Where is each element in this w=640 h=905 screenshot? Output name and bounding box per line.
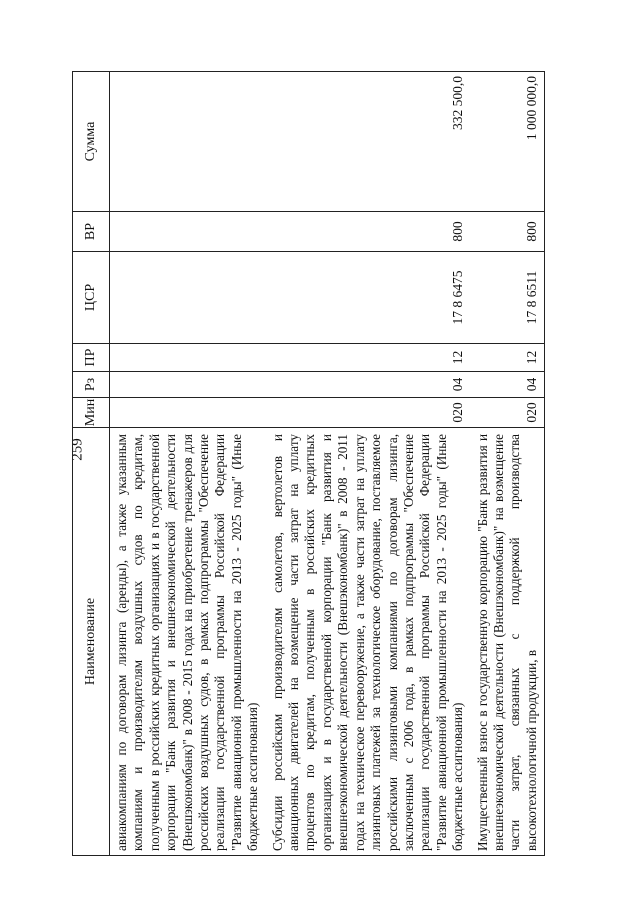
row-vr-cell bbox=[110, 212, 266, 252]
table-row bbox=[110, 72, 266, 856]
row-csr-cell: 17 8 6511 bbox=[471, 252, 545, 344]
row-rz-cell: 04 bbox=[471, 372, 545, 398]
row-vr-cell: 800 bbox=[266, 212, 471, 252]
header-sum: Сумма bbox=[73, 72, 110, 212]
row-sum-cell bbox=[110, 72, 266, 212]
row-csr-cell: 17 8 6475 bbox=[266, 252, 471, 344]
table-row bbox=[471, 72, 545, 856]
rotated-page-content bbox=[69, 72, 604, 856]
table-header-row bbox=[73, 72, 110, 856]
row-pr-cell bbox=[110, 344, 266, 372]
header-min: Мин bbox=[73, 398, 110, 428]
row-name-cell: авиакомпаниям по договорам лизинга (аренды), а также указанным компаниям и производителям воздушных судов по кредитам, полученным в российских кредитных организациях и в государственной корпорации "Банк развития и внешнеэкономической деятельности (Внешэкономбанк)" в 2008 - 2015 годах на приобретение тренажеров для российских воздушных судов, в рамках подпрограммы "Обеспечение реализации государственной программы Российской Федерации "Развитие авиационной промышленности на 2013 - 2025 годы" (Иные бюджетные ассигнования) bbox=[110, 428, 266, 856]
budget-table bbox=[69, 71, 545, 856]
row-min-cell: 020 bbox=[266, 398, 471, 428]
header-csr: ЦСР bbox=[73, 252, 110, 344]
header-pr: ПР bbox=[73, 344, 110, 372]
row-name-cell: Субсидии российским производителям самолетов, вертолетов и авиационных двигателей на возмещение части затрат на уплату процентов по кредитам, полученным в российских кредитных организациях и в государственной корпорации "Банк развития и внешнеэкономической деятельности (Внешэкономбанк)" в 2008 - 2011 годах на техническое перевооружение, а также части затрат на уплату лизинговых платежей за технологическое оборудование, поставляемое российскими лизинговыми компаниями по договорам лизинга, заключенным с 2006 года, в рамках подпрограммы "Обеспечение реализации государственной программы Российской Федерации "Развитие авиационной промышленности на 2013 - 2025 годы" (Иные бюджетные ассигнования) bbox=[266, 428, 471, 856]
row-rz-cell bbox=[110, 372, 266, 398]
row-sum-cell: 1 000 000,0 bbox=[471, 72, 545, 212]
page-number: 259 bbox=[69, 438, 86, 461]
row-min-cell bbox=[110, 398, 266, 428]
header-vr: ВР bbox=[73, 212, 110, 252]
row-pr-cell: 12 bbox=[471, 344, 545, 372]
row-rz-cell: 04 bbox=[266, 372, 471, 398]
row-csr-cell bbox=[110, 252, 266, 344]
header-rz: Рз bbox=[73, 372, 110, 398]
row-sum-cell: 332 500,0 bbox=[266, 72, 471, 212]
row-min-cell: 020 bbox=[471, 398, 545, 428]
row-vr-cell: 800 bbox=[471, 212, 545, 252]
header-name: Наименование bbox=[73, 428, 110, 856]
row-name-cell: Имущественный взнос в государственную корпорацию "Банк развития и внешнеэкономической деятельности (Внешэкономбанк)" на возмещение части затрат, связанных с поддержкой производства высокотехнологичной продукции, в bbox=[471, 428, 545, 856]
row-pr-cell: 12 bbox=[266, 344, 471, 372]
table-row bbox=[266, 72, 471, 856]
